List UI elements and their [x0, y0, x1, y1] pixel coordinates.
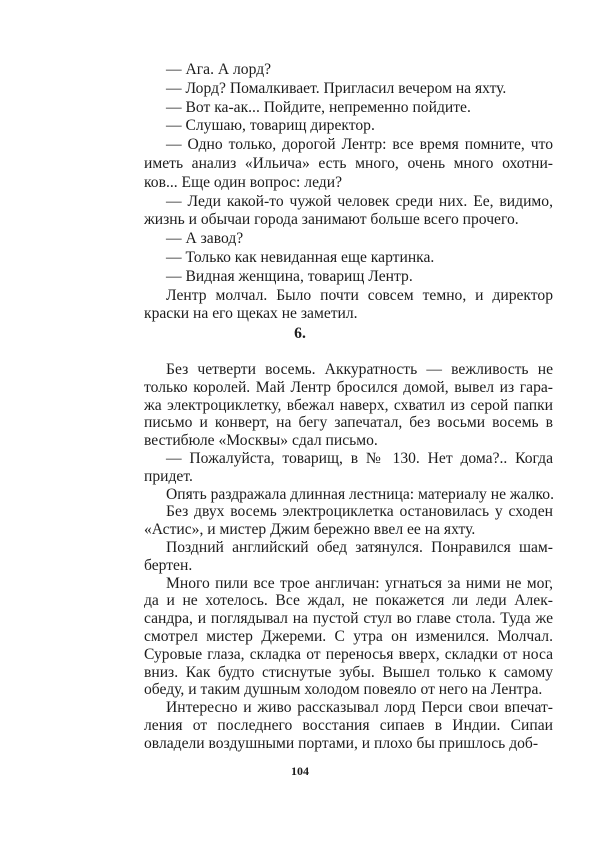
text-line: Суровые глаза, складка от переносья вверх, складки от носа: [144, 645, 553, 663]
text-line: Много пили все трое англичан: угнаться за ними не мог,: [166, 574, 553, 592]
text-line: Поздний английский обед затянулся. Понравился шам-: [166, 538, 553, 556]
paragraph: [144, 61, 553, 80]
paragraph: [144, 193, 553, 231]
text-line: бертен.: [144, 556, 193, 574]
text-line: — Леди какой-то чужой человек среди них. Ее, видимо,: [166, 192, 553, 210]
text-line: да и не хотелось. Все ждал, не покажется ли леди Алек-: [144, 592, 553, 610]
text-line: вестибюле «Москвы» сдал письмо.: [144, 432, 378, 450]
paragraph: [144, 99, 553, 118]
paragraph: [144, 539, 553, 575]
text-section-1: [144, 61, 553, 324]
text-line: — Вот ка-ак... Пойдите, непременно пойдите.: [166, 98, 471, 116]
paragraph: [144, 287, 553, 325]
text-line: иметь анализ «Ильича» есть много, очень много охотни-: [144, 154, 553, 172]
text-line: — Ага. А лорд?: [166, 61, 272, 78]
text-line: обеду, и таким душным холодом повеяло от него на Лентра.: [144, 681, 543, 699]
text-line: Интересно и живо рассказывал лорд Перси свои впечат-: [166, 699, 553, 717]
text-line: Без двух восемь электроциклетка остановилась у сходен: [166, 503, 553, 521]
chapter-heading: 6.: [294, 325, 306, 342]
text-line: вниз. Как будто стиснутые зубы. Вышел только к самому: [144, 663, 553, 681]
text-line: — Пожалуйста, товарищ, в № 130. Нет дома?.. Когда: [166, 449, 553, 467]
text-line: — Только как невиданная еще картинка.: [166, 248, 435, 266]
text-line: только королей. Май Лентр бросился домой, вывел из гара-: [144, 378, 553, 396]
text-line: краски на его щеках не заметил.: [144, 305, 358, 323]
text-line: Опять раздражала длинная лестница: материалу не жалко.: [166, 485, 554, 503]
text-line: «Астис», и мистер Джим бережно ввел ее на яхту.: [144, 521, 476, 539]
paragraph: [144, 361, 553, 450]
text-line: ления от последнего восстания сипаев в Индии. Сипаи: [144, 716, 553, 734]
text-line: жизнь и обычаи города занимают больше всего прочего.: [144, 211, 519, 229]
text-line: придет.: [144, 467, 193, 485]
paragraph: [144, 450, 553, 486]
text-line: овладели воздушными портами, и плохо бы пришлось доб-: [144, 734, 539, 752]
paragraph: [144, 503, 553, 539]
text-line: — Лорд? Помалкивает. Пригласил вечером на яхту.: [166, 79, 507, 97]
text-line: — Одно только, дорогой Лентр: все время помните, что: [166, 136, 553, 154]
paragraph: [144, 575, 553, 700]
page-number: 104: [291, 764, 309, 778]
text-line: жа электроциклетку, вбежал наверх, схватил из серой папки: [144, 396, 553, 414]
paragraph: [144, 80, 553, 99]
paragraph: [144, 268, 553, 287]
text-line: ков... Еще один вопрос: леди?: [144, 173, 342, 191]
paragraph: [144, 117, 553, 136]
paragraph: [144, 486, 553, 504]
paragraph: [144, 136, 553, 192]
paragraph: [144, 230, 553, 249]
paragraph: [144, 249, 553, 268]
text-line: сандра, и поглядывал на пустой стул во главе стола. Туда же: [144, 610, 553, 628]
text-line: письмо и конверт, на бегу запечатал, без восьми восемь в: [144, 414, 553, 432]
paragraph: [144, 699, 553, 752]
text-section-2: [144, 361, 553, 753]
text-line: Лентр молчал. Было почти совсем темно, и директор: [166, 286, 553, 304]
text-line: — А завод?: [166, 230, 244, 248]
text-line: Без четверти восемь. Аккуратность — вежливость не: [166, 361, 553, 378]
text-line: смотрел мистер Джереми. С утра он изменился. Молчал.: [144, 627, 553, 645]
text-line: — Слушаю, товарищ директор.: [166, 117, 375, 135]
text-line: — Видная женщина, товарищ Лентр.: [166, 267, 413, 285]
